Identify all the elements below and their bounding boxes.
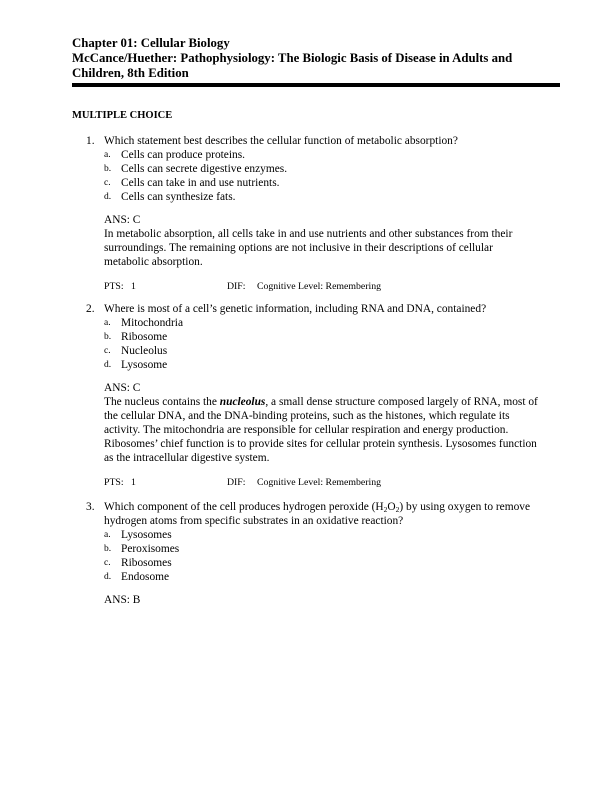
option-letter: d. <box>104 360 112 370</box>
dif-label: DIF: <box>226 477 246 488</box>
options-list <box>72 148 540 204</box>
option-letter: b. <box>104 164 112 174</box>
option-text: Cells can synthesize fats. <box>121 191 236 203</box>
question-number: 2. <box>86 303 95 315</box>
option-c <box>72 556 540 570</box>
rationale-emphasis: nucleolus <box>219 396 266 408</box>
option-d <box>72 358 540 372</box>
option-text: Nucleolus <box>121 345 168 357</box>
option-letter: c. <box>104 346 111 356</box>
option-text: Endosome <box>121 571 170 583</box>
option-letter: c. <box>104 178 111 188</box>
pts-label: PTS: <box>104 477 124 488</box>
dif-label: DIF: <box>226 281 246 292</box>
question-stem <box>72 500 540 528</box>
rationale-text: The nucleus contains the <box>104 396 220 408</box>
options-list <box>72 528 540 584</box>
subscript: 2 <box>395 505 400 514</box>
section-title: MULTIPLE CHOICE <box>72 110 173 121</box>
answer-key: ANS: C <box>104 214 141 226</box>
question-text: Which statement best describes the cellular function of metabolic absorption? <box>104 135 458 147</box>
option-text: Ribosomes <box>121 557 172 569</box>
rationale <box>72 395 540 465</box>
option-letter: a. <box>104 318 111 328</box>
option-c <box>72 176 540 190</box>
question-number: 3. <box>86 501 95 513</box>
option-text: Peroxisomes <box>121 543 180 555</box>
option-letter: c. <box>104 558 111 568</box>
stem-part: O <box>387 501 396 513</box>
option-b <box>72 330 540 344</box>
question-2 <box>72 302 540 490</box>
question-1 <box>72 134 540 294</box>
question-3 <box>72 500 540 607</box>
pts-label: PTS: <box>104 281 124 292</box>
question-stem <box>72 302 540 316</box>
option-text: Lysosome <box>121 359 168 371</box>
option-text: Lysosomes <box>121 529 172 541</box>
dif-value: Cognitive Level: Remembering <box>256 281 382 292</box>
option-letter: b. <box>104 332 112 342</box>
option-letter: d. <box>104 572 112 582</box>
question-meta <box>72 476 540 490</box>
option-text: Cells can take in and use nutrients. <box>121 177 280 189</box>
question-text: Where is most of a cell’s genetic information, including RNA and DNA, contained? <box>104 303 487 315</box>
answer-key: ANS: C <box>104 382 141 394</box>
option-b <box>72 162 540 176</box>
pts-value: 1 <box>130 477 136 488</box>
option-a <box>72 528 540 542</box>
option-d <box>72 570 540 584</box>
question-stem <box>72 134 540 148</box>
question-text <box>104 501 530 527</box>
option-text: Mitochondria <box>121 317 184 329</box>
header-divider <box>72 83 560 87</box>
book-title-line-2: Children, 8th Edition <box>72 66 189 80</box>
option-text: Ribosome <box>121 331 168 343</box>
pts-value: 1 <box>130 281 136 292</box>
answer-key: ANS: B <box>104 594 141 606</box>
question-number: 1. <box>86 135 95 147</box>
options-list <box>72 316 540 372</box>
document-header <box>72 36 540 81</box>
option-letter: b. <box>104 544 112 554</box>
rationale-text: , a small dense structure composed largely of RNA, most of the cellular DNA, and the DNA-binding proteins, such as the histones, which regulate its activity. The mitochondria are responsible for cellular respiration and energy production. Ribosomes’ chief function is to provide sites for cellular protein synthesis. Lysosomes function as the intracellular digestive system. <box>104 396 538 464</box>
option-d <box>72 190 540 204</box>
option-a <box>72 316 540 330</box>
option-letter: a. <box>104 150 111 160</box>
option-c <box>72 344 540 358</box>
stem-part: Which component of the cell produces hydrogen peroxide (H <box>104 501 384 513</box>
stem-part: ) by using oxygen to remove hydrogen atoms from specific substrates in an oxidative reaction? <box>104 501 531 527</box>
option-letter: a. <box>104 530 111 540</box>
option-b <box>72 542 540 556</box>
option-text: Cells can secrete digestive enzymes. <box>121 163 288 175</box>
book-title-line-1: McCance/Huether: Pathophysiology: The Biologic Basis of Disease in Adults and <box>72 51 513 65</box>
option-a <box>72 148 540 162</box>
chapter-title: Chapter 01: Cellular Biology <box>72 36 230 50</box>
subscript: 2 <box>383 505 388 514</box>
rationale: In metabolic absorption, all cells take in and use nutrients and other substances from their surroundings. The remaining options are not inclusive in their descriptions of cellular metabolic absorption. <box>104 228 513 268</box>
option-letter: d. <box>104 192 112 202</box>
option-text: Cells can produce proteins. <box>121 149 245 161</box>
question-meta <box>72 280 540 294</box>
dif-value: Cognitive Level: Remembering <box>256 477 382 488</box>
